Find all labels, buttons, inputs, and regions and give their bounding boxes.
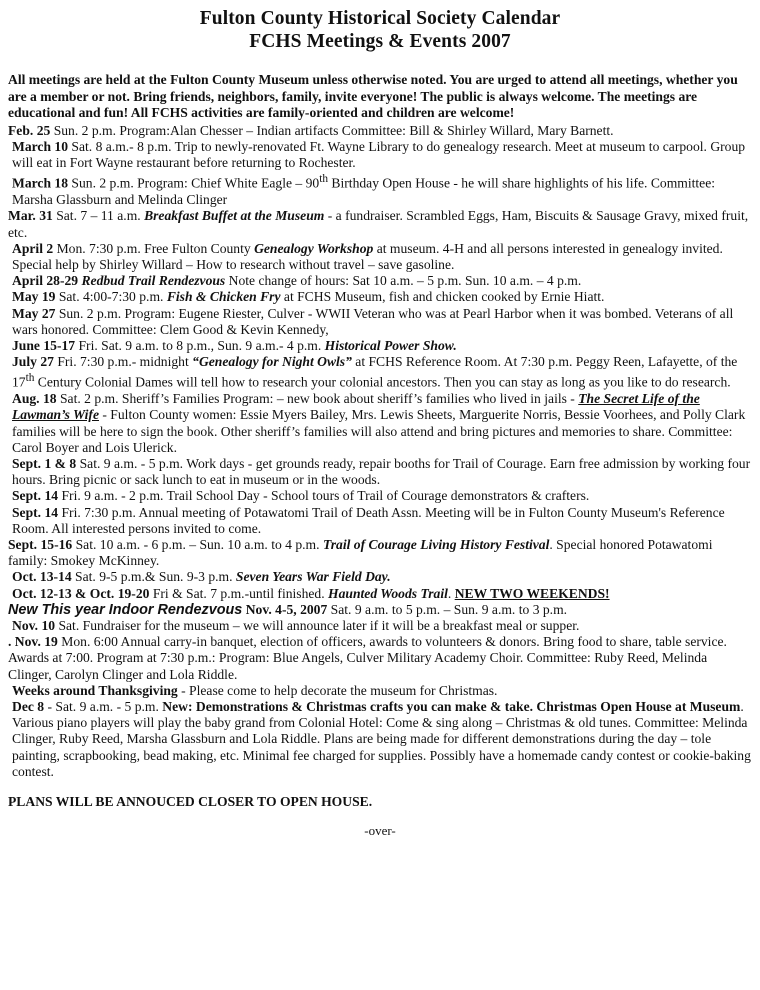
event-text: - Please come to help decorate the museum for Christmas. <box>177 682 498 698</box>
event-text: - a fundraiser. Scrambled Eggs, Ham, Biscuits & Sausage Gravy, mixed fruit, etc. <box>8 208 749 240</box>
event-date: June 15-17 <box>12 337 76 353</box>
event-may27 <box>8 306 752 338</box>
event-date: Sept. 14 <box>12 488 59 504</box>
event-title: Genealogy Workshop <box>254 240 374 256</box>
event-notice: NEW TWO WEEKENDS! <box>454 585 610 601</box>
event-date: Weeks around Thanksgiving <box>12 682 178 698</box>
event-nov19 <box>8 634 752 683</box>
event-apr2 <box>8 241 752 273</box>
event-date: . Nov. 19 <box>8 634 58 650</box>
event-oct12 <box>8 586 752 602</box>
intro-paragraph: All meetings are held at the Fulton County Museum unless otherwise noted. You are urged to attend all meetings, whether you are a member or not. Bring friends, neighbors, family, invite everyone! The public is always welcome. The meetings are educational and fun! All FCHS activities are family-oriented and children are welcome! <box>8 72 738 121</box>
event-text: Sun. 2 p.m. Program: Chief White Eagle – 90 <box>68 175 320 191</box>
event-apr28 <box>8 273 752 289</box>
event-may19 <box>8 289 752 305</box>
event-text: Fri. 7:30 p.m.- midnight <box>53 354 193 370</box>
event-thanksgiving <box>8 683 752 699</box>
event-title: “Genealogy for Night Owls” <box>192 354 352 370</box>
event-text: Sat. Fundraiser for the museum – we will announce later if it will be a breakfast meal or supper. <box>55 617 580 633</box>
event-text: Sat. 8 a.m.- 8 p.m. Trip to newly-renovated Ft. Wayne Library to do genealogy research. Meet at museum to carpool. Group will eat in Fort Wayne restaurant before returning to Rochester. <box>12 138 746 171</box>
event-title: The Secret Life of the Lawman’s Wife <box>12 391 700 423</box>
superscript: th <box>319 173 329 186</box>
event-date: July 27 <box>12 354 54 370</box>
event-nov4 <box>8 602 752 618</box>
event-text: Note change of hours: Sat 10 a.m. – 5 p.m. Sun. 10 a.m. – 4 p.m. <box>225 273 582 289</box>
event-text: Birthday Open House - he will share highlights of his life. Committee: Marsha Glassburn and Melinda Clinger <box>12 175 716 208</box>
event-text: Sat. 9 a.m. to 5 p.m. – Sun. 9 a.m. to 3 p.m. <box>327 601 568 617</box>
closing-notice: PLANS WILL BE ANNOUCED CLOSER TO OPEN HOUSE. <box>8 793 373 809</box>
event-date: April 2 <box>12 240 54 256</box>
event-date: March 10 <box>12 138 69 154</box>
event-title: New: Demonstrations & Christmas crafts you can make & take. Christmas Open House at Museum <box>162 698 741 714</box>
event-text: Sun. 2 p.m. Program: Eugene Riester, Culver - WWII Veteran who was at Pearl Harbor when it was bombed. Veterans of all wars honored. Committee: Clem Good & Kevin Kennedy, <box>12 305 734 337</box>
event-title: Haunted Woods Trail <box>328 585 448 601</box>
event-oct13 <box>8 569 752 585</box>
event-date: Sept. 14 <box>12 504 59 520</box>
event-sep15 <box>8 537 752 569</box>
event-date: Oct. 13-14 <box>12 569 72 585</box>
event-text: Sat. 10 a.m. - 6 p.m. – Sun. 10 a.m. to 4 p.m. <box>72 536 323 552</box>
event-text: at FCHS Museum, fish and chicken cooked by Ernie Hiatt. <box>280 289 605 305</box>
event-mar10 <box>8 139 752 171</box>
event-text: at FCHS Reference Room. At 7:30 p.m. Peggy Reen, Lafayette, of the 17 <box>12 354 738 390</box>
page-footer: -over- <box>364 823 396 839</box>
event-date: Mar. 31 <box>8 208 53 224</box>
event-text: Fri. 9 a.m. - 2 p.m. Trail School Day - School tours of Trail of Courage demonstrators & crafters. <box>58 488 590 504</box>
event-feb25 <box>8 123 752 139</box>
event-text: Fri. Sat. 9 a.m. to 8 p.m., Sun. 9 a.m.- 4 p.m. <box>75 337 325 353</box>
event-date: Sept. 15-16 <box>8 536 73 552</box>
event-dec8 <box>8 699 752 780</box>
event-title: Breakfast Buffet at the Museum <box>144 208 325 224</box>
event-date: May 19 <box>12 289 56 305</box>
event-aug18 <box>8 391 752 456</box>
event-text: Sat. 7 – 11 a.m. <box>52 208 145 224</box>
page-title: Fulton County Historical Society Calendar <box>199 8 561 29</box>
event-date: May 27 <box>12 305 56 321</box>
event-date: April 28-29 <box>12 273 79 289</box>
event-text: . Various piano players will play the baby grand from Colonial Hotel: Come & sing along – Christmas & old tunes. Committee: Melinda Clinger, Ruby Reed, Marsha Glassburn and Lola Riddle. Plans are being made for different demonstrations during the day – tole painting, scrapbooking, bead making, etc. Minimal fee charged for supplies. Possibly have a homemade candy contest or cookie-baking contest. <box>12 698 751 779</box>
page-subtitle: FCHS Meetings & Events 2007 <box>249 31 511 52</box>
event-text: Sat. 2 p.m. Sheriff’s Families Program: – new book about sheriff’s families who lived in jails - <box>56 391 579 407</box>
event-text: Mon. 7:30 p.m. Free Fulton County <box>53 240 255 256</box>
superscript: th <box>25 372 35 385</box>
event-title: Historical Power Show. <box>324 337 457 353</box>
event-title: Trail of Courage Living History Festival <box>322 536 550 552</box>
event-title: Redbud Trail Rendezvous <box>78 273 226 289</box>
event-jun15 <box>8 338 752 354</box>
event-jul27 <box>8 354 752 391</box>
event-sep14-meeting <box>8 505 752 537</box>
event-text: - Fulton County women: Essie Myers Bailey, Mrs. Lewis Sheets, Marguerite Norris, Bessie Voorhees, and Polly Clark families will be here to sign the book. Other sheriff’s families will also attend and bring pictures and memories to share. Committee: Carol Boyer and Lois Ulerick. <box>12 407 746 455</box>
event-title: Seven Years War Field Day. <box>235 569 391 585</box>
event-text: Fri & Sat. 7 p.m.-until finished. <box>149 585 329 601</box>
event-text: at museum. 4-H and all persons interested in genealogy invited. Special help by Shirley Willard – How to research without travel – save gasoline. <box>12 240 723 272</box>
event-text: Century Colonial Dames will tell how to research your colonial ancestors. Then you can stay as long as you like to do research. <box>34 374 731 390</box>
event-text: Fri. 7:30 p.m. Annual meeting of Potawatomi Trail of Death Assn. Meeting will be in Fulton County Museum's Reference Room. All interested persons invited to come. <box>12 504 725 536</box>
event-date: Dec 8 <box>12 698 45 714</box>
event-date: Oct. 12-13 & Oct. 19-20 <box>12 585 150 601</box>
event-date: Aug. 18 <box>12 391 57 407</box>
event-text: . <box>447 585 455 601</box>
event-sep1 <box>8 456 752 488</box>
event-mar31 <box>8 208 752 240</box>
event-text: Sat. 4:00-7:30 p.m. <box>55 289 167 305</box>
event-text: Sun. 2 p.m. Program:Alan Chesser – Indian artifacts Committee: Bill & Shirley Willard, Mary Barnett. <box>50 122 614 138</box>
event-date: Nov. 10 <box>12 617 56 633</box>
event-mar18 <box>8 171 752 208</box>
event-title: New This year Indoor Rendezvous <box>8 601 243 618</box>
event-text: Mon. 6:00 Annual carry-in banquet, election of officers, awards to volunteers & donors. Bring food to share, table service. Awards at 7:00. Program at 7:30 p.m.: Program: Blue Angels, Culver Military Academy Choir. Committee: Ruby Reed, Melinda Clinger, Carolyn Clinger and Lola Riddle. <box>8 634 727 682</box>
event-nov10 <box>8 618 752 634</box>
event-date: Nov. 4-5, 2007 <box>242 601 328 617</box>
event-text: . Special honored Potawatomi family: Smokey McKinney. <box>8 536 713 569</box>
event-sep14-school <box>8 488 752 504</box>
event-title: Fish & Chicken Fry <box>166 289 281 305</box>
event-date: Feb. 25 <box>8 122 51 138</box>
event-text: - Sat. 9 a.m. - 5 p.m. <box>44 698 163 714</box>
event-text: Sat. 9 a.m. - 5 p.m. Work days - get grounds ready, repair booths for Trail of Courage. Earn free admission by working four hours. Bring picnic or sack lunch to eat in museum or in the woods. <box>12 455 751 488</box>
event-text: Sat. 9-5 p.m.& Sun. 9-3 p.m. <box>71 569 236 585</box>
event-date: Sept. 1 & 8 <box>12 455 77 471</box>
event-date: March 18 <box>12 175 69 191</box>
